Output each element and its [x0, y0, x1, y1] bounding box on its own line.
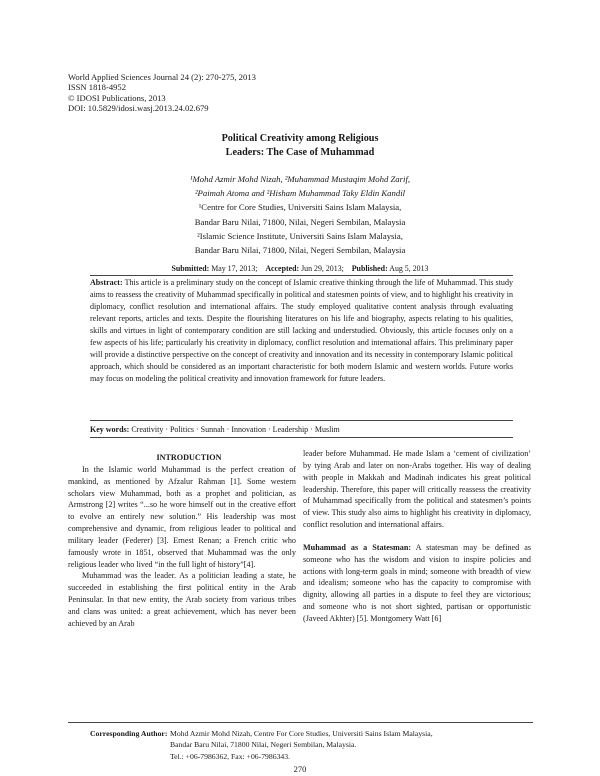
affiliation-1a: ¹Centre for Core Studies, Universiti Sains Islam Malaysia,: [198, 202, 402, 213]
published-label: Published:: [351, 264, 388, 273]
title-line-1: Political Creativity among Religious: [221, 133, 379, 144]
submission-dates: [0, 264, 600, 274]
submitted-label: Submitted:: [171, 264, 210, 273]
accepted-date: Jun 29, 2013;: [301, 264, 344, 273]
keywords: [90, 424, 513, 435]
corr-line-1: Mohd Azmir Mohd Nizah, Centre For Core Studies, Universiti Sains Islam Malaysia,: [170, 729, 433, 738]
doi: DOI: 10.5829/idosi.wasj.2013.24.02.679: [68, 103, 209, 114]
intro-paragraph-1: In the Islamic world Muhammad is the perfect creation of mankind, as mentioned by Afzalur Rahman [1]. Some western scholars view Muhammad, both as a prophet and politician, as Armstrong [2] writes “...so he wore himself out in the creative effort to evolve an entirely new solution.” His leadership was most comprehensive and dynamic, from religious leader to political and military leader (Federer) [3]. Ernest Renan; a French critic who famously wrote in 1851, observed that Muhammad was the only religious leader who lived “in the full light of history”[4].: [68, 464, 296, 569]
left-column: [68, 452, 296, 630]
corr-line-2: Bandar Baru Nilai, 71800 Nilai, Negeri Sembilan, Malaysia.: [170, 740, 357, 750]
abstract-top-rule: [90, 275, 513, 276]
author-block: [0, 172, 600, 257]
keywords-text: Creativity · Politics · Sunnah · Innovation · Leadership · Muslim: [131, 425, 340, 434]
submitted-date: May 17, 2013;: [211, 264, 258, 273]
footer-rule: [68, 722, 533, 723]
accepted-label: Accepted:: [265, 264, 300, 273]
right-column: [303, 448, 531, 625]
author-names-2: ²Paimah Atoma and ²Hisham Muhammad Taky Eldin Kandil: [194, 188, 406, 199]
paper-title: [0, 132, 600, 159]
affiliation-1b: Bandar Baru Nilai, 71800, Nilai, Negeri Sembilan, Malaysia: [194, 216, 406, 227]
statesman-text: A statesman may be defined as someone who has the wisdom and vision to inspire policies and actions with long-term goals in mind; someone with breadth of view and idealism; someone who has the capacity to compromise with dignity, allowing all parties in a dispute to feel they are victorious; and someone who is not short sighted, partisan or opportunistic (Javeed Akhter) [5]. Montgomery Watt [6]: [303, 542, 531, 623]
right-paragraph-1: leader before Muhammad. He made Islam a ‘cement of civilization’ by tying Arab and later on non-Arabs together. His way of dealing with people in Makkah and Madinah indicates his great political leadership. Therefore, this paper will critically reassess the creativity of Muhammad specifically from the political and statesmen’s points of view. This study also aims to highlight his creativity in diplomacy, conflict resolution and international affairs.: [303, 449, 531, 530]
page-number: 270: [293, 764, 307, 774]
title-line-2: Leaders: The Case of Muhammad: [225, 146, 375, 158]
abstract-text: This article is a preliminary study on the concept of Islamic creative thinking through the life of Muhammad. This study aims to reassess the creativity of Muhammad specifically in political and statesmen points of view, and to highlight his creativity in diplomacy, conflict resolution and international affairs. The study employed qualitative content analysis through evaluating relevant reports, articles and texts. Despite the flourishing literatures on his life and biography, aspects relating to his qualities, skills and virtues in light of contemporary condition are still lacking and understudied. Obviously, this article focuses only on a few aspects of his life; particularly his creativity in diplomacy, conflict resolution and international affairs. This preliminary paper will provide a distinctive perspective on the concept of creativity and innovation and its necessity in contemporary Islamic political approach, which should be considered as an important characteristic for both modern Islamic and western worlds. Future works may focus on modeling the political creativity and innovation framework for future leaders.: [90, 278, 513, 384]
corresponding-author-label: Corresponding Author:: [90, 729, 168, 738]
issn: ISSN 1818-4952: [68, 82, 127, 93]
author-names-1: ¹Mohd Azmir Mohd Nizah, ²Muhammad Mustaqim Mohd Zarif,: [189, 174, 411, 184]
keywords-label: Key words:: [90, 425, 130, 434]
affiliation-2b: Bandar Baru Nilai, 71800, Nilai, Negeri Sembilan, Malaysia: [194, 245, 406, 256]
section-heading-statesman: Muhammad as a Statesman:: [303, 542, 412, 552]
journal-citation: World Applied Sciences Journal 24 (2): 270-275, 2013: [68, 72, 256, 82]
keywords-bottom-rule: [90, 437, 513, 438]
journal-meta: [68, 72, 256, 114]
intro-paragraph-2: Muhammad was the leader. As a politician leading a state, he succeeded in establishing the first political entity in the Arab Peninsular. In that new entity, the Arab society from various tribes and clans was united: a great achievement, which has never been achieved by an Arab: [68, 571, 296, 628]
abstract: [90, 277, 513, 385]
publisher: © IDOSI Publications, 2013: [68, 92, 166, 103]
published-date: Aug 5, 2013: [389, 264, 429, 273]
corresponding-author-details: [170, 728, 510, 762]
corr-line-3: Tel.: +06-7986362, Fax: +06-7986343.: [170, 751, 291, 761]
abstract-bottom-rule: [90, 420, 513, 421]
affiliation-2a: ²Islamic Science Institute, Universiti Sains Islam Malaysia,: [197, 230, 403, 241]
statesman-paragraph: [303, 542, 531, 625]
abstract-label: Abstract:: [90, 278, 123, 287]
section-heading-introduction: INTRODUCTION: [156, 453, 222, 462]
